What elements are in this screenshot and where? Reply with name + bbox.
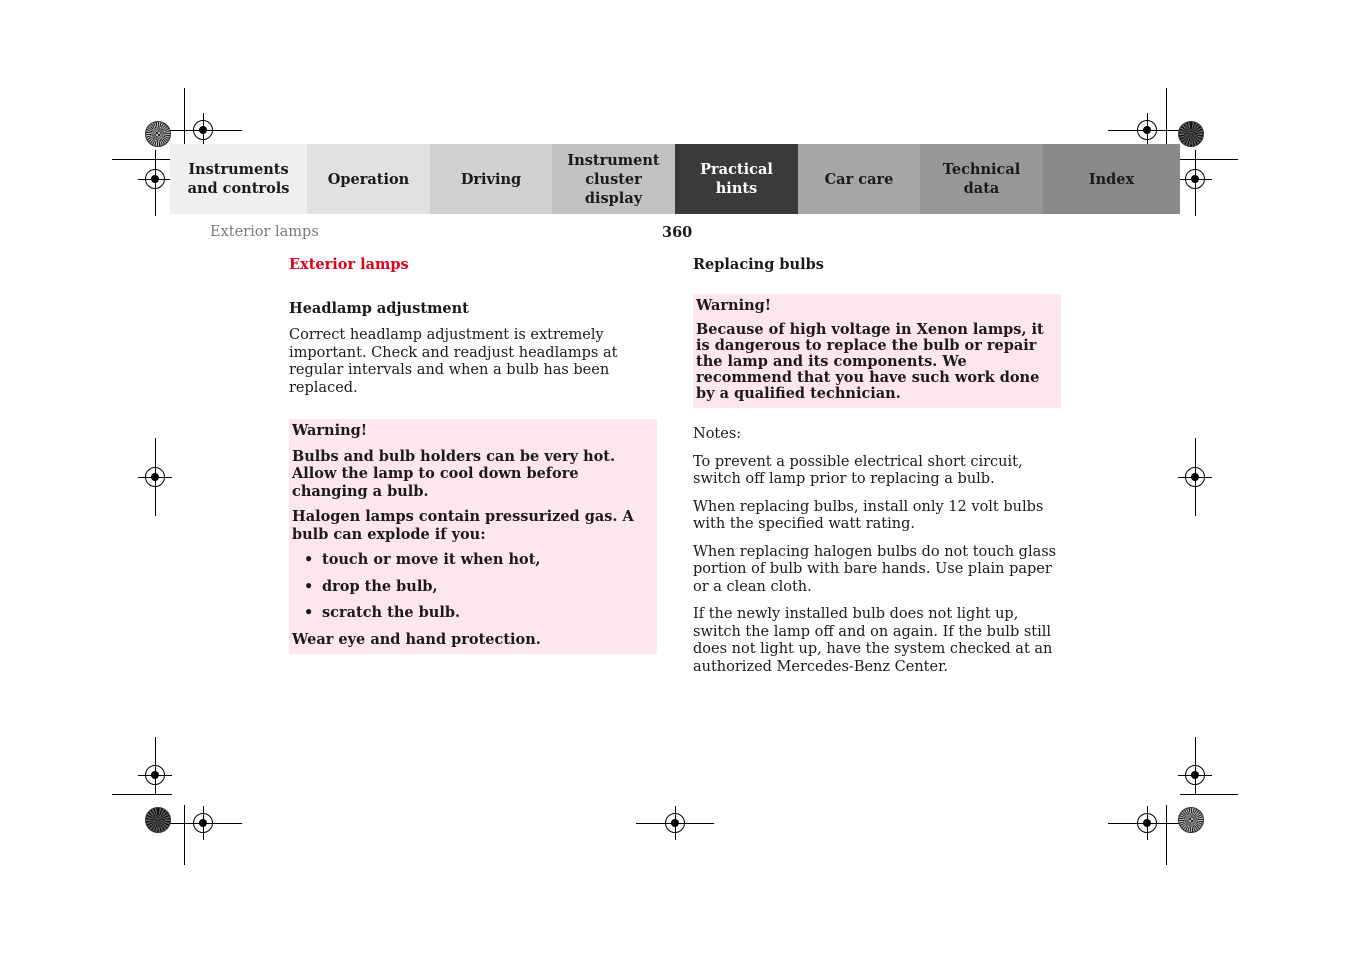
subheading-headlamp-adjustment: Headlamp adjustment — [289, 299, 469, 317]
registration-mark-icon — [1137, 120, 1157, 140]
tab-instruments-and-controls[interactable]: Instruments and controls — [170, 144, 307, 214]
tab-index[interactable]: Index — [1043, 144, 1180, 214]
warning-paragraph: Bulbs and bulb holders can be very hot. Allow the lamp to cool down before changing a bulb. — [292, 447, 616, 500]
tab-practical-hints[interactable]: Practical hints — [675, 144, 798, 214]
list-item: • scratch the bulb. — [322, 604, 654, 622]
warning-paragraph: Wear eye and hand protection. — [292, 630, 541, 648]
warning-box — [693, 294, 1061, 409]
warning-box — [289, 419, 657, 654]
warning-title: Warning! — [292, 422, 368, 439]
registration-mark-icon — [145, 467, 165, 487]
warning-title: Warning! — [696, 296, 772, 314]
list-item: • touch or move it when hot, — [322, 551, 654, 569]
tab-technical-data[interactable]: Technical data — [920, 144, 1043, 214]
tab-instrument-cluster-display[interactable]: Instrument cluster display — [552, 144, 675, 214]
registration-mark-icon — [145, 765, 165, 785]
tab-operation[interactable]: Operation — [307, 144, 430, 214]
registration-mark-icon — [1137, 813, 1157, 833]
color-target-icon — [1178, 121, 1204, 147]
registration-mark-icon — [665, 813, 685, 833]
section-title: Exterior lamps — [289, 256, 409, 273]
running-head: Exterior lamps — [210, 224, 319, 240]
registration-mark-icon — [1185, 765, 1205, 785]
right-column — [693, 256, 1061, 686]
registration-mark-icon — [193, 813, 213, 833]
warning-paragraph: Halogen lamps contain pressurized gas. A bulb can explode if you: — [292, 508, 634, 543]
note-paragraph: If the newly installed bulb does not light up, switch the lamp off and on again. If the bulb still does not light up, have the system checked at an authorized Mercedes-Benz Center. — [693, 606, 1053, 675]
warning-list — [292, 551, 654, 622]
warning-paragraph: Because of high voltage in Xenon lamps, it is dangerous to replace the bulb or repair the lamp and its components. We recommend that you have such work done by a qualified technician. — [696, 321, 1044, 402]
note-paragraph: When replacing bulbs, install only 12 volt bulbs with the specified watt rating. — [693, 498, 1044, 532]
registration-mark-icon — [1185, 169, 1205, 189]
registration-mark-icon — [1185, 467, 1205, 487]
color-target-icon — [145, 121, 171, 147]
notes-label: Notes: — [693, 426, 742, 442]
left-column — [289, 256, 657, 668]
color-target-icon — [1178, 807, 1204, 833]
color-target-icon — [145, 807, 171, 833]
tab-driving[interactable]: Driving — [430, 144, 552, 214]
page-number: 360 — [662, 224, 693, 241]
note-paragraph: When replacing halogen bulbs do not touch glass portion of bulb with bare hands. Use plain paper or a clean cloth. — [693, 543, 1057, 595]
subheading-replacing-bulbs: Replacing bulbs — [693, 256, 824, 273]
tab-car-care[interactable]: Car care — [798, 144, 920, 214]
note-paragraph: To prevent a possible electrical short circuit, switch off lamp prior to replacing a bulb. — [693, 453, 1023, 487]
body-paragraph: Correct headlamp adjustment is extremely important. Check and readjust headlamps at regular intervals and when a bulb has been replaced. — [289, 327, 618, 396]
list-item: • drop the bulb, — [322, 578, 654, 596]
registration-mark-icon — [193, 120, 213, 140]
chapter-nav — [170, 144, 1180, 214]
registration-mark-icon — [145, 169, 165, 189]
